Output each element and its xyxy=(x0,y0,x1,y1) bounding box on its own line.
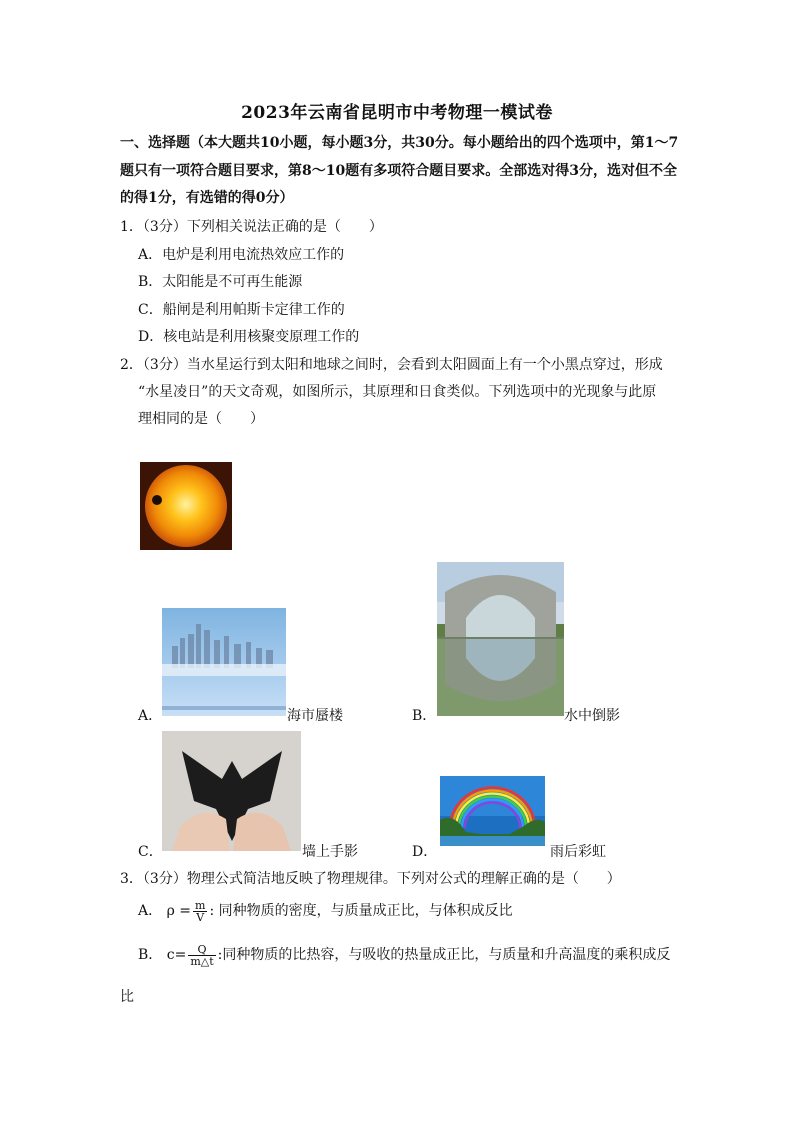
q3-option-a-label: A． xyxy=(138,903,163,919)
q2-option-b-label: B． xyxy=(412,708,437,724)
q3-stem: 3．（3分）物理公式简洁地反映了物理规律。下列对公式的理解正确的是（ ） xyxy=(120,871,621,887)
q3-option-b-wrap: 比 xyxy=(120,989,134,1005)
q2-stem-line3: 理相同的是（ ） xyxy=(138,411,264,427)
specific-heat-formula-denominator: m△t xyxy=(190,954,214,968)
specific-heat-formula-lhs: c= xyxy=(166,947,187,963)
q3-option-a xyxy=(138,898,513,924)
density-formula-lhs: ρ = xyxy=(166,903,191,919)
specific-heat-formula-fraction xyxy=(188,944,215,967)
q2-option-c-label: C． xyxy=(138,844,163,860)
specific-heat-formula-numerator: Q xyxy=(188,944,215,956)
mercury-transit-image xyxy=(140,462,232,550)
q3-option-b-label: B． xyxy=(138,947,163,963)
q1-option-a: A．电炉是利用电流热效应工作的 xyxy=(138,247,345,263)
q3-option-a-text: : 同种物质的密度，与质量成正比，与体积成反比 xyxy=(209,903,513,919)
q2-option-a-label: A． xyxy=(138,708,163,724)
q2-option-c-caption: 墙上手影 xyxy=(302,844,358,860)
q2-option-d-label: D． xyxy=(412,844,438,860)
page-title: 2023年云南省昆明市中考物理一模试卷 xyxy=(241,103,553,123)
density-formula-fraction xyxy=(193,900,207,923)
option-a-mirage-image xyxy=(162,608,286,716)
q1-stem: 1．（3分）下列相关说法正确的是（ ） xyxy=(120,219,383,235)
q3-option-b xyxy=(138,942,670,968)
sun-icon xyxy=(140,462,232,550)
q2-stem-line2: “水星凌日”的天文奇观，如图所示，其原理和日食类似。下列选项中的光现象与此原 xyxy=(138,384,657,400)
q3-option-b-text: :同种物质的比热容，与吸收的热量成正比，与质量和升高温度的乘积成反 xyxy=(217,947,671,963)
q2-option-a-caption: 海市蜃楼 xyxy=(287,708,343,724)
option-d-rainbow-image xyxy=(440,776,545,846)
q2-option-b-caption: 水中倒影 xyxy=(564,708,620,724)
q1-option-c: C．船闸是利用帕斯卡定律工作的 xyxy=(138,302,345,318)
q1-option-d: D．核电站是利用核聚变原理工作的 xyxy=(138,329,360,345)
option-b-bridge-reflection-image xyxy=(437,562,564,716)
q1-option-b: B．太阳能是不可再生能源 xyxy=(138,274,303,290)
section-heading: 一、选择题（本大题共10小题，每小题3分，共30分。每小题给出的四个选项中，第1～7题只有一项符合题目要求，第8～10题有多项符合题目要求。全部选对得3分，选对但不全的得1分，有选错的得0分） xyxy=(120,135,679,206)
density-formula-numerator: m xyxy=(195,898,206,912)
density-formula-denominator: V xyxy=(196,910,205,924)
q2-stem-line1: 2．（3分）当水星运行到太阳和地球之间时，会看到太阳圆面上有一个小黑点穿过，形成 xyxy=(120,357,663,373)
q2-option-d-caption: 雨后彩虹 xyxy=(550,844,606,860)
option-c-hand-shadow-image xyxy=(162,731,301,851)
